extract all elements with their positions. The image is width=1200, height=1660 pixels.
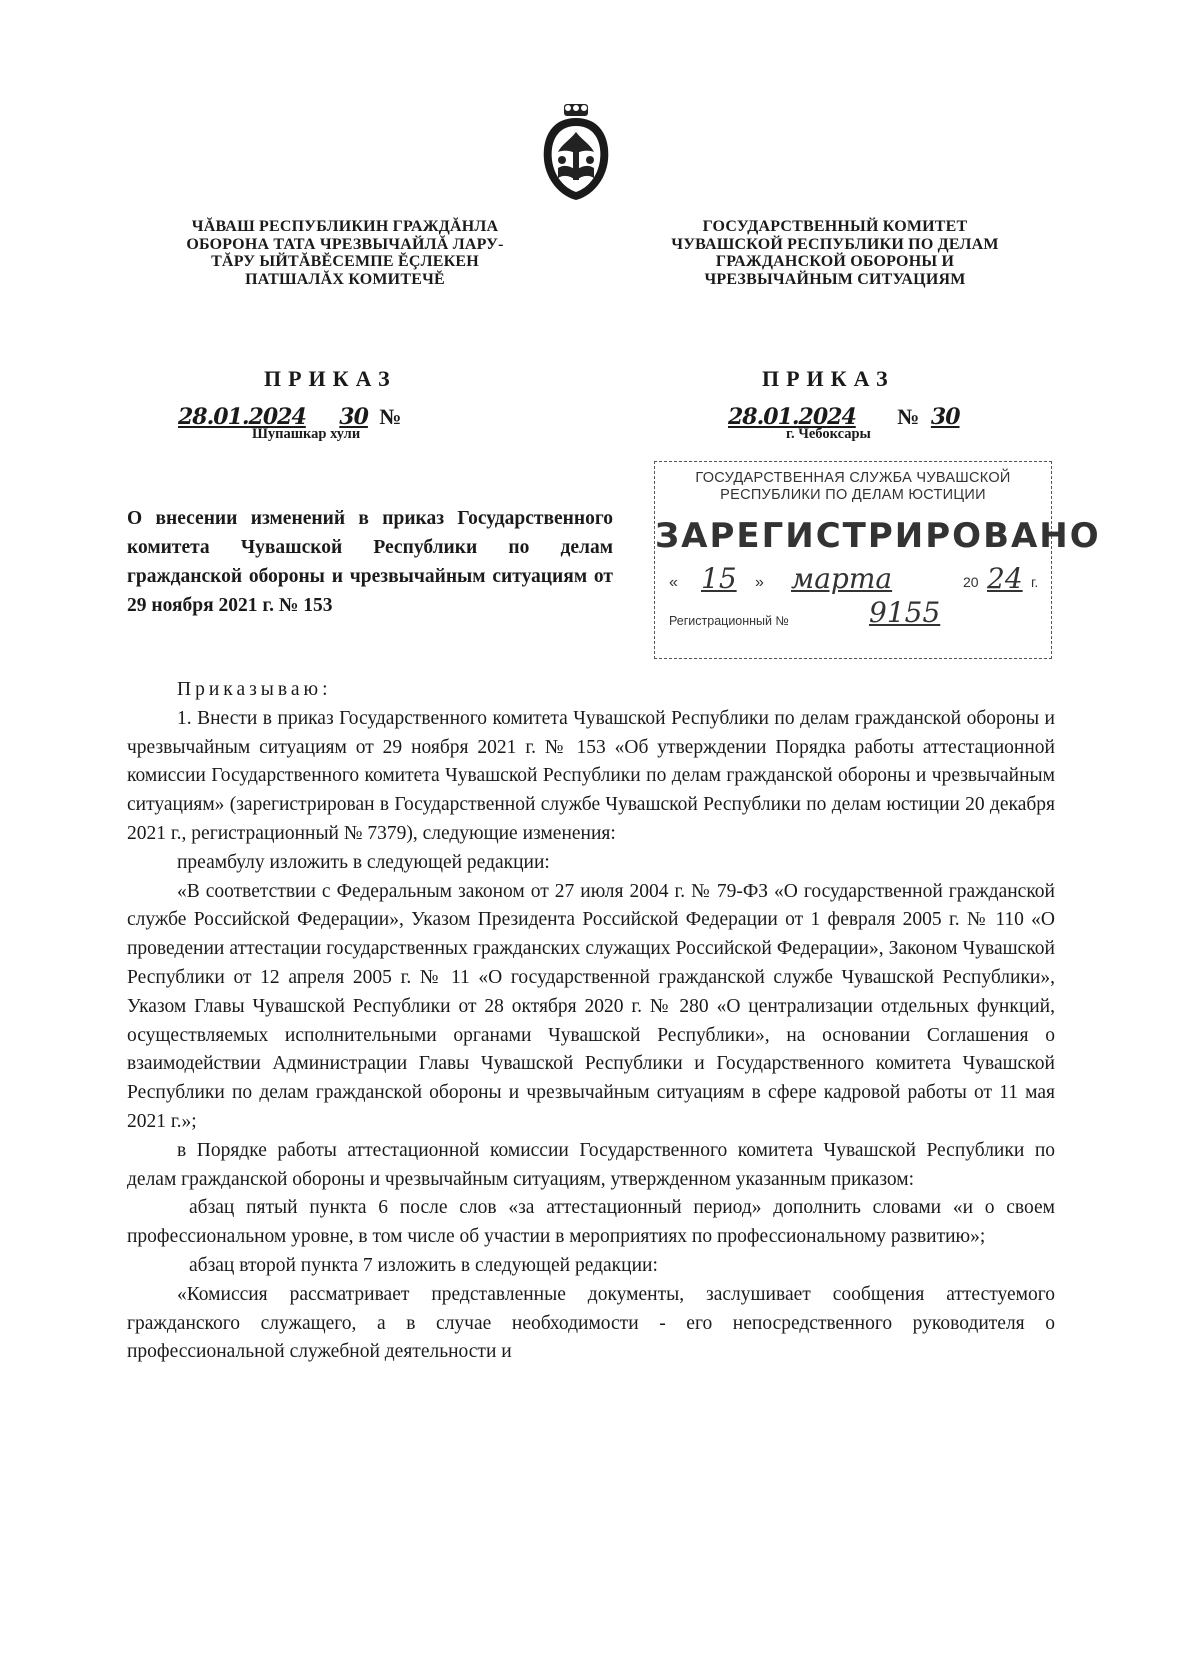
stamp-agency: ГОСУДАРСТВЕННАЯ СЛУЖБА ЧУВАШСКОЙ РЕСПУБЛИКИ ПО ДЕЛАМ ЮСТИЦИИ <box>695 470 1011 503</box>
stamp-day: 15 <box>701 562 737 595</box>
body-paragraph: в Порядке работы аттестационной комиссии Государственного комитета Чувашской Республики по делам гражданской обороны и чрезвычайным ситуациям, утвержденном указанным приказом: <box>127 1139 1055 1190</box>
left-order-date: 28.01.2024 <box>178 404 306 430</box>
stamp-year-unit: г. <box>1031 574 1039 590</box>
stamp-status: ЗАРЕГИСТРИРОВАНО <box>655 516 1101 556</box>
left-number-sign: № <box>379 404 402 429</box>
right-order-number: 30 <box>930 404 960 430</box>
right-order-title: ПРИКАЗ <box>762 366 895 391</box>
stamp-quote-close: » <box>755 574 764 591</box>
body-paragraph: преамбулу изложить в следующей редакции: <box>177 851 550 873</box>
left-city: Шупашкар хули <box>252 426 361 442</box>
right-organization-name: ГОСУДАРСТВЕННЫЙ КОМИТЕТ ЧУВАШСКОЙ РЕСПУБЛИКИ ПО ДЕЛАМ ГРАЖДАНСКОЙ ОБОРОНЫ И ЧРЕЗВЫЧАЙНЫМ СИТУАЦИЯМ <box>671 218 999 288</box>
left-order-title: ПРИКАЗ <box>264 366 397 391</box>
body-paragraph: абзац второй пункта 7 изложить в следующей редакции: <box>189 1254 658 1276</box>
body-paragraph: «Комиссия рассматривает представленные документы, заслушивает сообщения аттестуемого гражданского служащего, а в случае необходимости - его непосредственного руководителя о профессиональной служебной деятельности и <box>127 1283 1055 1363</box>
stamp-month: марта <box>791 562 893 595</box>
stamp-reg-label: Регистрационный № <box>669 614 789 628</box>
order-body <box>127 676 1055 1367</box>
right-number-sign: № <box>897 404 920 429</box>
body-paragraph: «В соответствии с Федеральным законом от 27 июля 2004 г. № 79-ФЗ «О государственной гражданской службе Российской Федерации», Указом Президента Российской Федерации от 1 февраля 2005 г. № 110 «О проведении аттестации государственных гражданских служащих Российской Федерации», Законом Чувашской Республики от 12 апреля 2005 г. № 11 «О государственной гражданской службе Чувашской Республики», Указом Главы Чувашской Республики от 28 октября 2020 г. № 280 «О централизации отдельных функций, осуществляемых исполнительными органами Чувашской Республики», на основании Соглашения о взаимодействии Администрации Главы Чувашской Республики и Государственного комитета Чувашской Республики по делам гражданской обороны и чрезвычайным ситуациям в сфере кадровой работы от 11 мая 2021 г.»; <box>127 880 1055 1132</box>
stamp-registration <box>669 596 941 629</box>
stamp-year-prefix: 20 <box>963 574 979 590</box>
registration-stamp <box>654 461 1101 659</box>
stamp-reg-number: 9155 <box>869 596 941 629</box>
left-order-number: 30 <box>339 404 368 430</box>
left-organization-name: ЧĂВАШ РЕСПУБЛИКИН ГРАЖДĂНЛА ОБОРОНА ТАТА ЧРЕЗВЫЧАЙЛĂ ЛАРУ-ТĂРУ ЫЙТĂВĔСЕМПЕ ĔÇЛЕКЕН ПАТШАЛĂХ КОМИТЕЧĔ <box>186 218 504 288</box>
stamp-year-suffix: 24 <box>987 562 1023 595</box>
order-subject: О внесении изменений в приказ Государственного комитета Чувашской Республики по делам гражданской обороны и чрезвычайным ситуациям от 29 ноября 2021 г. № 153 <box>127 508 613 616</box>
chuvash-emblem-icon <box>540 104 612 202</box>
right-city: г. Чебоксары <box>786 426 871 442</box>
body-paragraph: 1. Внести в приказ Государственного комитета Чувашской Республики по делам гражданской обороны и чрезвычайным ситуациям от 29 ноября 2021 г. № 153 «Об утверждении Порядка работы аттестационной комиссии Государственного комитета Чувашской Республики по делам гражданской обороны и чрезвычайным ситуациям» (зарегистрирован в Государственной службе Чувашской Республики по делам юстиции 20 декабря 2021 г., регистрационный № 7379), следующие изменения: <box>127 707 1055 844</box>
right-order-date: 28.01.2024 <box>728 404 856 430</box>
stamp-quote-open: « <box>669 574 678 591</box>
body-paragraph: абзац пятый пункта 6 после слов «за аттестационный период» дополнить словами «и о своем профессиональном уровне, в том числе об участии в мероприятиях по профессиональному развитию»; <box>127 1197 1055 1248</box>
order-word: Приказываю: <box>177 679 332 700</box>
